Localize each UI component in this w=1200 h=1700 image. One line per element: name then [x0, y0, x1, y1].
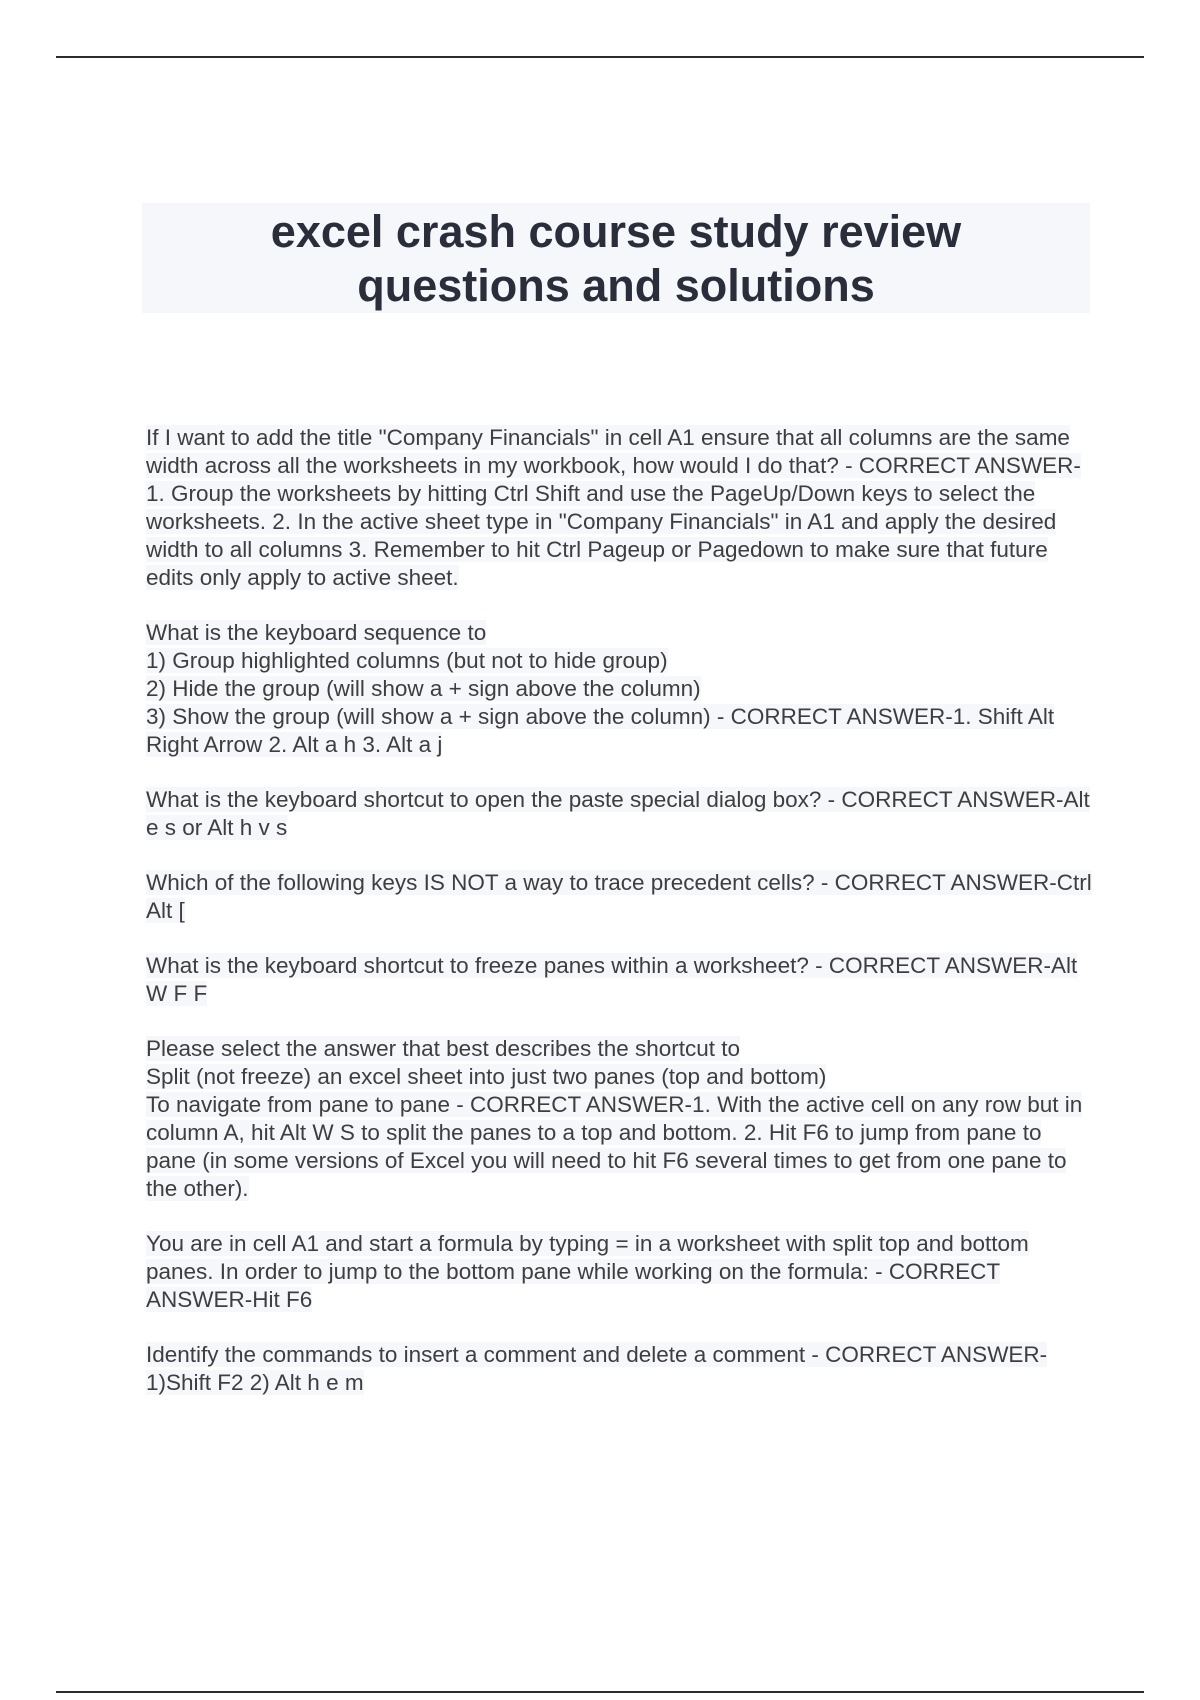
top-rule: [56, 56, 1144, 58]
qa-text: If I want to add the title "Company Financials" in cell A1 ensure that all columns are the same width across all the worksheets in my workbook, how would I do that? - CORRECT ANSWER-1. Group the worksheets by hitting Ctrl Shift and use the PageUp/Down keys to select the worksheets. 2. In the active sheet type in "Company Financials" in A1 and apply the desired width to all columns 3. Remember to hit Ctrl Pageup or Pagedown to make sure that future edits only apply to active sheet.: [146, 425, 1081, 590]
qa-item: [146, 786, 1096, 842]
bottom-rule: [56, 1691, 1144, 1693]
qa-item: [146, 1230, 1096, 1314]
qa-text: What is the keyboard shortcut to open the paste special dialog box? - CORRECT ANSWER-Alt e s or Alt h v s: [146, 787, 1090, 840]
title-block: [142, 203, 1090, 313]
qa-text: Identify the commands to insert a comment and delete a comment - CORRECT ANSWER-1)Shift F2 2) Alt h e m: [146, 1342, 1048, 1395]
qa-item: [146, 869, 1096, 925]
document-title: excel crash course study review questions and solutions: [270, 206, 962, 311]
qa-text: What is the keyboard shortcut to freeze panes within a worksheet? - CORRECT ANSWER-Alt W F F: [146, 953, 1078, 1006]
qa-item: [146, 424, 1096, 592]
qa-text: You are in cell A1 and start a formula by typing = in a worksheet with split top and bottom panes. In order to jump to the bottom pane while working on the formula: - CORRECT ANSWER-Hit F6: [146, 1231, 1029, 1312]
qa-item: [146, 1341, 1096, 1397]
qa-text: Please select the answer that best describes the shortcut to Split (not freeze) an excel sheet into just two panes (top and bottom) To navigate from pane to pane - CORRECT ANSWER-1. With the active cell on any row but in column A, hit Alt W S to split the panes to a top and bottom. 2. Hit F6 to jump from pane to pane (in some versions of Excel you will need to hit F6 several times to get from one pane to the other).: [146, 1036, 1083, 1201]
qa-item: [146, 952, 1096, 1008]
qa-text: Which of the following keys IS NOT a way to trace precedent cells? - CORRECT ANSWER-Ctrl Alt [: [146, 870, 1092, 923]
qa-text: What is the keyboard sequence to 1) Group highlighted columns (but not to hide group) 2) Hide the group (will show a + sign above the column) 3) Show the group (will show a + sign above the column) - CORRECT ANSWER-1. Shift Alt Right Arrow 2. Alt a h 3. Alt a j: [146, 620, 1055, 757]
qa-item: [146, 619, 1096, 759]
qa-list: [146, 424, 1096, 1424]
qa-item: [146, 1035, 1096, 1203]
